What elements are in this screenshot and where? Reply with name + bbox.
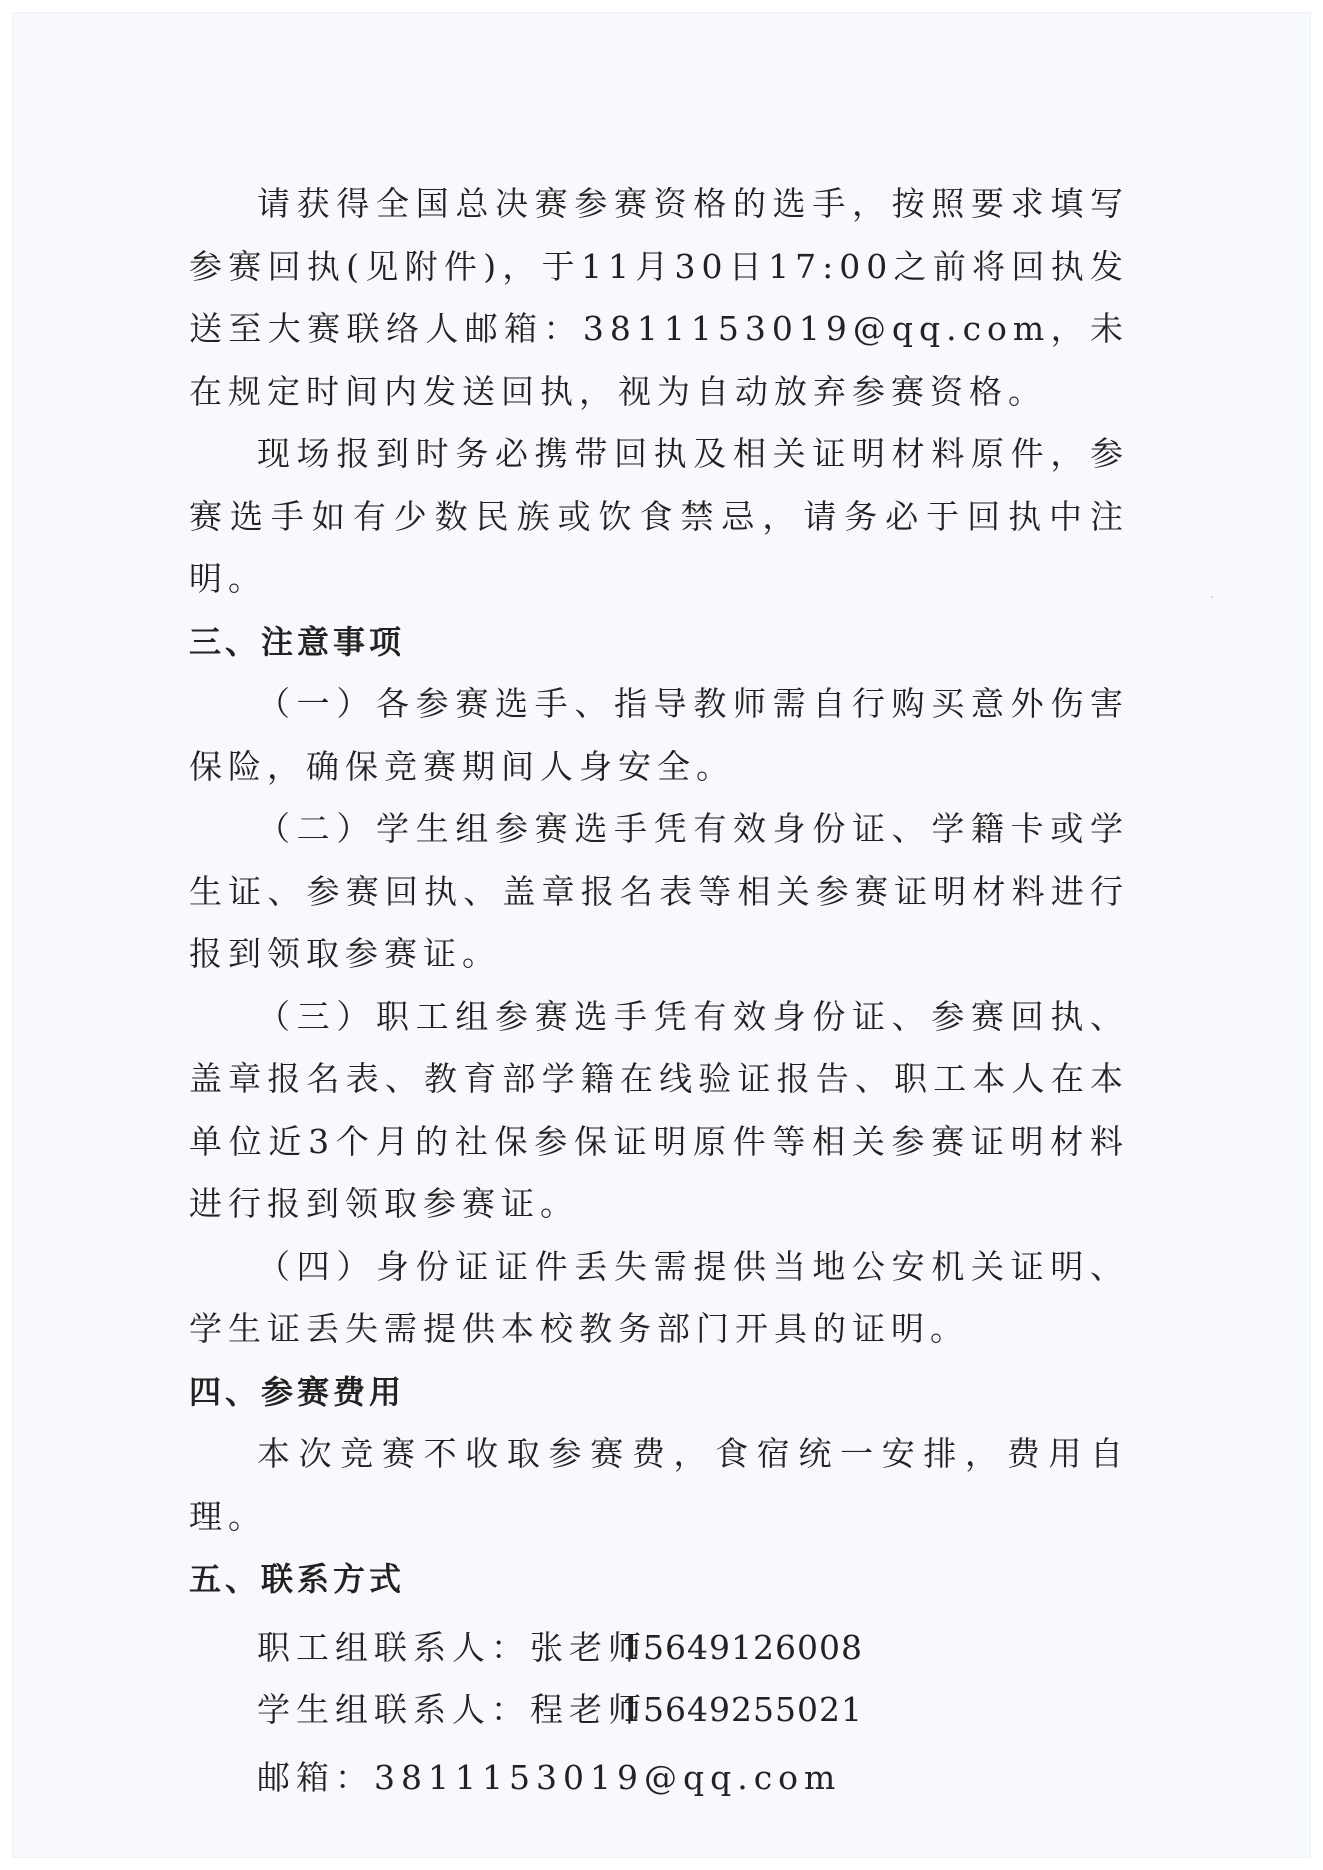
scan-speck: [1211, 596, 1213, 598]
contact-staff-label: 职工组联系人：张老师: [257, 1627, 647, 1667]
notes-item-2: （二）学生组参赛选手凭有效身份证、学籍卡或学生证、参赛回执、盖章报名表等相关参赛证明材料进行报到领取参赛证。: [189, 809, 1129, 973]
section-heading-notes: 三、注意事项: [189, 622, 406, 661]
notes-item-3: （三）职工组参赛选手凭有效身份证、参赛回执、盖章报名表、教育部学籍在线验证报告、职工本人在本单位近3个月的社保参保证明原件等相关参赛证明材料进行报到领取参赛证。: [189, 996, 1129, 1223]
intro-paragraph-checkin: 现场报到时务必携带回执及相关证明材料原件，参赛选手如有少数民族或饮食禁忌，请务必于回执中注明。: [189, 434, 1129, 598]
contact-staff-group: [189, 1617, 1129, 1680]
contact-student-group: [189, 1679, 1129, 1742]
intro-paragraph-receipt: 请获得全国总决赛参赛资格的选手，按照要求填写参赛回执(见附件)，于11月30日17:00之前将回执发送至大赛联络人邮箱：3811153019@qq.com，未在规定时间内发送回执，视为自动放弃参赛资格。: [189, 184, 1129, 411]
contact-student-label: 学生组联系人：程老师: [257, 1690, 647, 1729]
contact-student-phone: 15649255021: [621, 1690, 863, 1729]
notes-item-4: （四）身份证证件丢失需提供当地公安机关证明、学生证丢失需提供本校教务部门开具的证明。: [189, 1246, 1129, 1348]
notes-item-1: （一）各参赛选手、指导教师需自行购买意外伤害保险，确保竞赛期间人身安全。: [189, 684, 1129, 786]
fees-text: 本次竞赛不收取参赛费，食宿统一安排，费用自理。: [189, 1434, 1129, 1536]
contact-staff-phone: 15649126008: [621, 1627, 863, 1667]
section-heading-contact: 五、联系方式: [189, 1560, 406, 1598]
contact-email: 邮箱：3811153019@qq.com: [257, 1757, 842, 1797]
document-page: [12, 12, 1311, 1858]
document-body: [189, 173, 1129, 1814]
section-heading-fees: 四、参赛费用: [189, 1372, 406, 1411]
